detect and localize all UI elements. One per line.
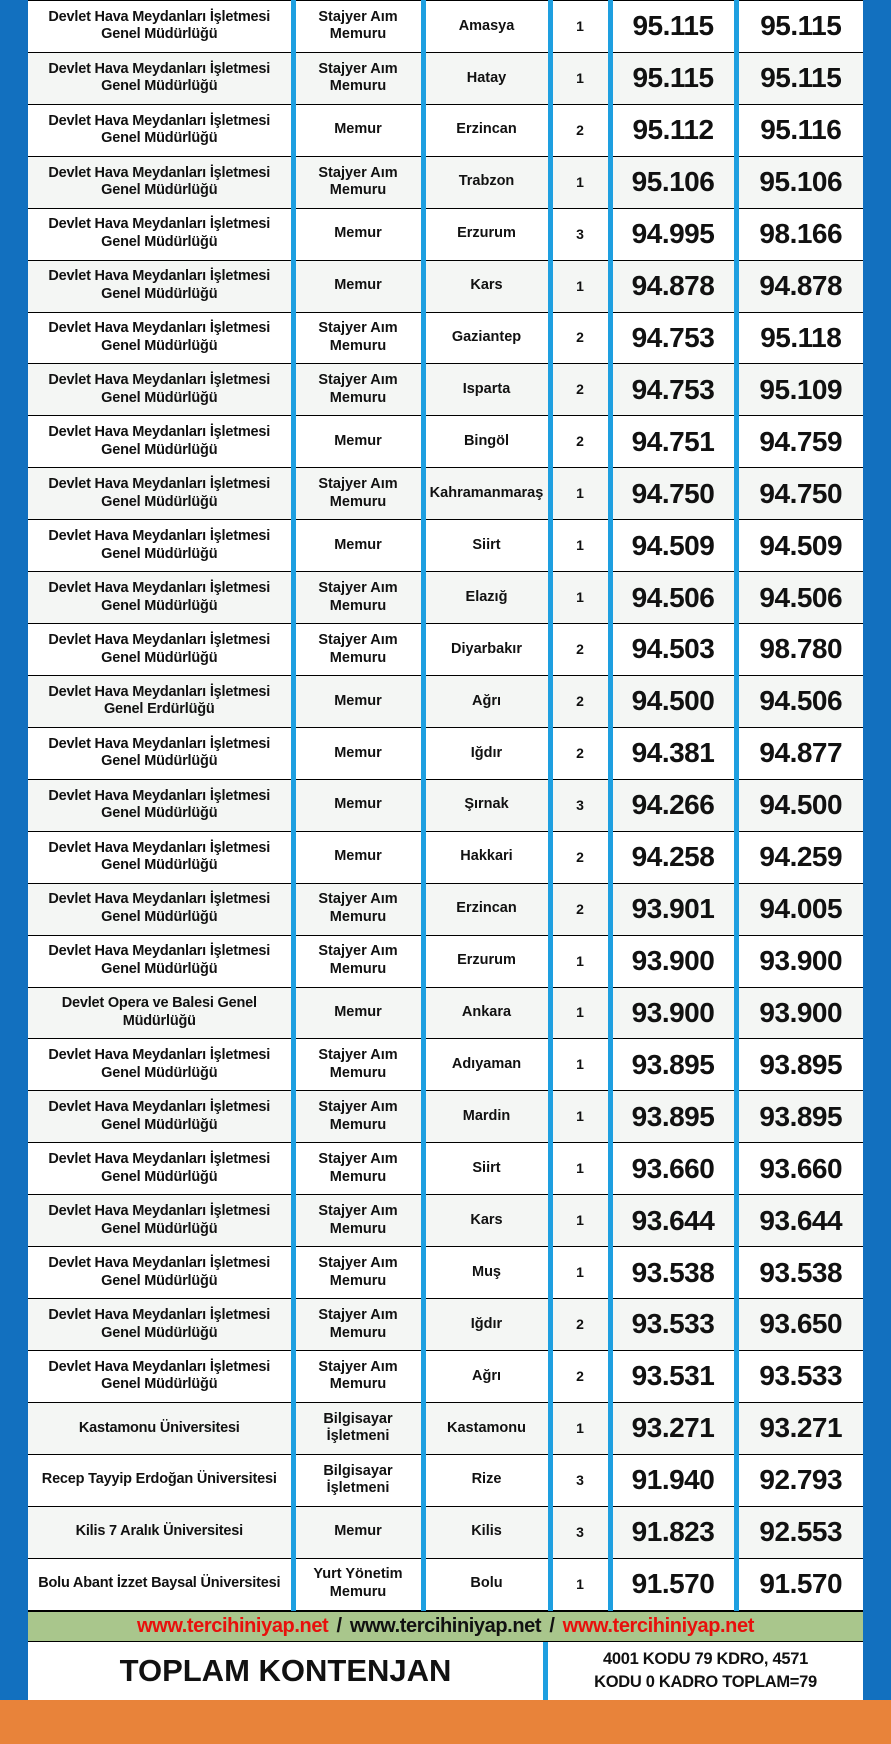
cell-unvan: Memur xyxy=(293,416,423,468)
cell-kurum: Devlet Hava Meydanları İşletmesi Genel Müdürlüğü xyxy=(28,468,293,520)
cell-taban: 95.109 xyxy=(736,364,863,416)
cell-tavan: 94.995 xyxy=(610,208,736,260)
cell-kontenjan: 1 xyxy=(550,1195,610,1247)
cell-kurum: Devlet Hava Meydanları İşletmesi Genel Müdürlüğü xyxy=(28,260,293,312)
cell-il: Rize xyxy=(423,1454,550,1506)
cell-il: Kars xyxy=(423,260,550,312)
table-row xyxy=(28,208,863,260)
cell-kontenjan: 1 xyxy=(550,1247,610,1299)
total-quota-value-cell xyxy=(548,1642,863,1700)
cell-kurum: Bolu Abant İzzet Baysal Üniversitesi xyxy=(28,1558,293,1610)
cell-il: Erzurum xyxy=(423,208,550,260)
cell-taban: 93.650 xyxy=(736,1299,863,1351)
cell-kurum: Devlet Hava Meydanları İşletmesi Genel Müdürlüğü xyxy=(28,883,293,935)
cell-taban: 94.877 xyxy=(736,727,863,779)
cell-taban: 95.118 xyxy=(736,312,863,364)
cell-unvan: Stajyer Aım Memuru xyxy=(293,312,423,364)
cell-kontenjan: 1 xyxy=(550,1558,610,1610)
cell-il: Şırnak xyxy=(423,779,550,831)
website-line xyxy=(137,1615,754,1638)
cell-kontenjan: 3 xyxy=(550,1454,610,1506)
cell-tavan: 93.900 xyxy=(610,935,736,987)
cell-kurum: Devlet Hava Meydanları İşletmesi Genel Müdürlüğü xyxy=(28,1143,293,1195)
table-row xyxy=(28,156,863,208)
cell-il: Muş xyxy=(423,1247,550,1299)
cell-kontenjan: 2 xyxy=(550,416,610,468)
cell-il: Trabzon xyxy=(423,156,550,208)
cell-kurum: Devlet Hava Meydanları İşletmesi Genel Müdürlüğü xyxy=(28,572,293,624)
cell-kurum: Devlet Hava Meydanları İşletmesi Genel Müdürlüğü xyxy=(28,520,293,572)
total-quota-line-1: 4001 KODU 79 KDRO, 4571 xyxy=(603,1650,808,1669)
table-row xyxy=(28,1195,863,1247)
cell-kurum: Devlet Hava Meydanları İşletmesi Genel Müdürlüğü xyxy=(28,779,293,831)
cell-kurum: Devlet Hava Meydanları İşletmesi Genel Müdürlüğü xyxy=(28,52,293,104)
cell-unvan: Stajyer Aım Memuru xyxy=(293,1039,423,1091)
cell-unvan: Memur xyxy=(293,779,423,831)
cell-tavan: 93.895 xyxy=(610,1091,736,1143)
cell-tavan: 91.940 xyxy=(610,1454,736,1506)
cell-unvan: Bilgisayar İşletmeni xyxy=(293,1454,423,1506)
cell-taban: 94.878 xyxy=(736,260,863,312)
cell-taban: 93.895 xyxy=(736,1091,863,1143)
cell-kurum: Devlet Hava Meydanları İşletmesi Genel Müdürlüğü xyxy=(28,208,293,260)
kontenjan-table xyxy=(28,0,863,1611)
cell-taban: 95.115 xyxy=(736,1,863,53)
cell-kontenjan: 3 xyxy=(550,208,610,260)
cell-kontenjan: 2 xyxy=(550,675,610,727)
cell-taban: 93.538 xyxy=(736,1247,863,1299)
cell-tavan: 93.901 xyxy=(610,883,736,935)
cell-unvan: Yurt Yönetim Memuru xyxy=(293,1558,423,1610)
website-banner xyxy=(28,1611,863,1642)
cell-taban: 93.644 xyxy=(736,1195,863,1247)
cell-unvan: Memur xyxy=(293,260,423,312)
cell-unvan: Bilgisayar İşletmeni xyxy=(293,1402,423,1454)
cell-kontenjan: 2 xyxy=(550,831,610,883)
cell-il: Siirt xyxy=(423,1143,550,1195)
cell-il: Ağrı xyxy=(423,1350,550,1402)
cell-kurum: Devlet Hava Meydanları İşletmesi Genel Müdürlüğü xyxy=(28,624,293,676)
cell-kontenjan: 2 xyxy=(550,312,610,364)
cell-il: Erzincan xyxy=(423,104,550,156)
cell-kontenjan: 1 xyxy=(550,1039,610,1091)
table-row xyxy=(28,364,863,416)
cell-tavan: 94.753 xyxy=(610,364,736,416)
cell-tavan: 91.823 xyxy=(610,1506,736,1558)
table-row xyxy=(28,1350,863,1402)
cell-kontenjan: 2 xyxy=(550,364,610,416)
cell-kontenjan: 1 xyxy=(550,1091,610,1143)
website-url[interactable]: www.tercihiniyap.net xyxy=(349,1614,542,1637)
table-row xyxy=(28,883,863,935)
cell-unvan: Stajyer Aım Memuru xyxy=(293,364,423,416)
cell-kurum: Devlet Hava Meydanları İşletmesi Genel Müdürlüğü xyxy=(28,1350,293,1402)
cell-tavan: 93.533 xyxy=(610,1299,736,1351)
cell-unvan: Stajyer Aım Memuru xyxy=(293,572,423,624)
table-row xyxy=(28,624,863,676)
cell-kontenjan: 1 xyxy=(550,1143,610,1195)
cell-il: Adıyaman xyxy=(423,1039,550,1091)
cell-tavan: 93.900 xyxy=(610,987,736,1039)
cell-unvan: Stajyer Aım Memuru xyxy=(293,883,423,935)
cell-tavan: 94.266 xyxy=(610,779,736,831)
url-separator: / xyxy=(549,1614,555,1637)
cell-unvan: Stajyer Aım Memuru xyxy=(293,1091,423,1143)
cell-il: Hatay xyxy=(423,52,550,104)
cell-taban: 94.750 xyxy=(736,468,863,520)
website-url[interactable]: www.tercihiniyap.net xyxy=(562,1614,754,1637)
cell-kontenjan: 1 xyxy=(550,52,610,104)
cell-kurum: Devlet Hava Meydanları İşletmesi Genel Müdürlüğü xyxy=(28,156,293,208)
total-quota-row xyxy=(28,1642,863,1701)
table-row xyxy=(28,779,863,831)
cell-il: Bingöl xyxy=(423,416,550,468)
cell-il: Mardin xyxy=(423,1091,550,1143)
cell-taban: 93.900 xyxy=(736,935,863,987)
cell-taban: 94.500 xyxy=(736,779,863,831)
cell-unvan: Stajyer Aım Memuru xyxy=(293,1247,423,1299)
table-row xyxy=(28,312,863,364)
cell-il: Erzurum xyxy=(423,935,550,987)
cell-kurum: Devlet Hava Meydanları İşletmesi Genel Müdürlüğü xyxy=(28,1,293,53)
cell-kurum: Devlet Hava Meydanları İşletmesi Genel Müdürlüğü xyxy=(28,831,293,883)
cell-taban: 95.106 xyxy=(736,156,863,208)
cell-il: Kilis xyxy=(423,1506,550,1558)
cell-il: Kastamonu xyxy=(423,1402,550,1454)
cell-il: Erzincan xyxy=(423,883,550,935)
cell-kontenjan: 2 xyxy=(550,104,610,156)
cell-tavan: 94.509 xyxy=(610,520,736,572)
cell-kurum: Devlet Hava Meydanları İşletmesi Genel Müdürlüğü xyxy=(28,364,293,416)
cell-taban: 91.570 xyxy=(736,1558,863,1610)
cell-unvan: Memur xyxy=(293,831,423,883)
cell-kurum: Devlet Hava Meydanları İşletmesi Genel Müdürlüğü xyxy=(28,1039,293,1091)
cell-taban: 98.780 xyxy=(736,624,863,676)
cell-kurum: Devlet Hava Meydanları İşletmesi Genel Müdürlüğü xyxy=(28,1195,293,1247)
cell-unvan: Stajyer Aım Memuru xyxy=(293,52,423,104)
cell-il: Iğdır xyxy=(423,727,550,779)
cell-taban: 94.005 xyxy=(736,883,863,935)
cell-kontenjan: 1 xyxy=(550,468,610,520)
cell-taban: 94.509 xyxy=(736,520,863,572)
cell-il: Isparta xyxy=(423,364,550,416)
cell-kontenjan: 1 xyxy=(550,156,610,208)
table-row xyxy=(28,1506,863,1558)
table-row xyxy=(28,1247,863,1299)
table-row xyxy=(28,52,863,104)
cell-taban: 93.900 xyxy=(736,987,863,1039)
table-row xyxy=(28,1454,863,1506)
cell-kurum: Devlet Hava Meydanları İşletmesi Genel Müdürlüğü xyxy=(28,1091,293,1143)
right-blue-rail xyxy=(863,0,891,1700)
cell-taban: 95.116 xyxy=(736,104,863,156)
cell-il: Hakkari xyxy=(423,831,550,883)
cell-kontenjan: 1 xyxy=(550,1,610,53)
table-row xyxy=(28,104,863,156)
cell-kontenjan: 2 xyxy=(550,1350,610,1402)
cell-taban: 93.533 xyxy=(736,1350,863,1402)
cell-unvan: Stajyer Aım Memuru xyxy=(293,1,423,53)
cell-tavan: 94.258 xyxy=(610,831,736,883)
cell-taban: 92.793 xyxy=(736,1454,863,1506)
cell-unvan: Stajyer Aım Memuru xyxy=(293,1350,423,1402)
table-row xyxy=(28,987,863,1039)
cell-unvan: Stajyer Aım Memuru xyxy=(293,468,423,520)
cell-tavan: 94.878 xyxy=(610,260,736,312)
table-row xyxy=(28,416,863,468)
cell-taban: 93.271 xyxy=(736,1402,863,1454)
website-url[interactable]: www.tercihiniyap.net xyxy=(137,1614,329,1637)
cell-tavan: 94.506 xyxy=(610,572,736,624)
cell-taban: 92.553 xyxy=(736,1506,863,1558)
cell-unvan: Memur xyxy=(293,987,423,1039)
cell-il: Elazığ xyxy=(423,572,550,624)
cell-tavan: 95.112 xyxy=(610,104,736,156)
cell-il: Diyarbakır xyxy=(423,624,550,676)
cell-unvan: Stajyer Aım Memuru xyxy=(293,935,423,987)
cell-tavan: 94.753 xyxy=(610,312,736,364)
cell-taban: 98.166 xyxy=(736,208,863,260)
left-blue-rail xyxy=(0,0,28,1700)
cell-taban: 93.660 xyxy=(736,1143,863,1195)
cell-kontenjan: 1 xyxy=(550,520,610,572)
cell-taban: 94.506 xyxy=(736,675,863,727)
cell-tavan: 94.381 xyxy=(610,727,736,779)
table-row xyxy=(28,1558,863,1610)
cell-tavan: 94.500 xyxy=(610,675,736,727)
cell-kurum: Devlet Hava Meydanları İşletmesi Genel Müdürlüğü xyxy=(28,1247,293,1299)
cell-unvan: Stajyer Aım Memuru xyxy=(293,1299,423,1351)
cell-tavan: 93.895 xyxy=(610,1039,736,1091)
cell-taban: 95.115 xyxy=(736,52,863,104)
cell-kurum: Devlet Hava Meydanları İşletmesi Genel Müdürlüğü xyxy=(28,312,293,364)
cell-unvan: Memur xyxy=(293,727,423,779)
cell-kurum: Recep Tayyip Erdoğan Üniversitesi xyxy=(28,1454,293,1506)
cell-tavan: 94.750 xyxy=(610,468,736,520)
cell-il: Bolu xyxy=(423,1558,550,1610)
table-row xyxy=(28,831,863,883)
cell-kurum: Devlet Hava Meydanları İşletmesi Genel Müdürlüğü xyxy=(28,935,293,987)
table-row xyxy=(28,1299,863,1351)
cell-taban: 93.895 xyxy=(736,1039,863,1091)
cell-kurum: Kilis 7 Aralık Üniversitesi xyxy=(28,1506,293,1558)
cell-tavan: 93.538 xyxy=(610,1247,736,1299)
url-separator: / xyxy=(336,1614,342,1637)
table-row xyxy=(28,1039,863,1091)
cell-kontenjan: 2 xyxy=(550,1299,610,1351)
table-row xyxy=(28,1091,863,1143)
table-row xyxy=(28,520,863,572)
cell-unvan: Memur xyxy=(293,1506,423,1558)
cell-il: Ankara xyxy=(423,987,550,1039)
table-row xyxy=(28,675,863,727)
cell-kontenjan: 1 xyxy=(550,260,610,312)
cell-il: Iğdır xyxy=(423,1299,550,1351)
cell-unvan: Stajyer Aım Memuru xyxy=(293,624,423,676)
table-row xyxy=(28,1,863,53)
cell-kontenjan: 1 xyxy=(550,1402,610,1454)
table-row xyxy=(28,572,863,624)
cell-unvan: Stajyer Aım Memuru xyxy=(293,1195,423,1247)
cell-unvan: Stajyer Aım Memuru xyxy=(293,1143,423,1195)
total-quota-line-2: KODU 0 KADRO TOPLAM=79 xyxy=(594,1672,817,1691)
cell-taban: 94.259 xyxy=(736,831,863,883)
total-quota-label-cell xyxy=(28,1642,548,1700)
cell-kurum: Devlet Hava Meydanları İşletmesi Genel Müdürlüğü xyxy=(28,1299,293,1351)
cell-kontenjan: 1 xyxy=(550,935,610,987)
cell-kontenjan: 2 xyxy=(550,624,610,676)
cell-tavan: 95.106 xyxy=(610,156,736,208)
bottom-orange-strip xyxy=(0,1700,891,1744)
cell-unvan: Memur xyxy=(293,675,423,727)
cell-il: Kars xyxy=(423,1195,550,1247)
cell-il: Siirt xyxy=(423,520,550,572)
cell-kurum: Devlet Hava Meydanları İşletmesi Genel Müdürlüğü xyxy=(28,416,293,468)
cell-kontenjan: 2 xyxy=(550,883,610,935)
cell-unvan: Memur xyxy=(293,208,423,260)
cell-kurum: Devlet Hava Meydanları İşletmesi Genel Erdürlüğü xyxy=(28,675,293,727)
cell-kurum: Devlet Opera ve Balesi Genel Müdürlüğü xyxy=(28,987,293,1039)
table-container xyxy=(28,0,863,1700)
cell-tavan: 94.503 xyxy=(610,624,736,676)
cell-taban: 94.759 xyxy=(736,416,863,468)
cell-kontenjan: 3 xyxy=(550,1506,610,1558)
cell-il: Gaziantep xyxy=(423,312,550,364)
cell-kurum: Devlet Hava Meydanları İşletmesi Genel Müdürlüğü xyxy=(28,104,293,156)
cell-kurum: Devlet Hava Meydanları İşletmesi Genel Müdürlüğü xyxy=(28,727,293,779)
cell-tavan: 93.271 xyxy=(610,1402,736,1454)
cell-tavan: 93.660 xyxy=(610,1143,736,1195)
table-row xyxy=(28,1143,863,1195)
table-row xyxy=(28,468,863,520)
cell-kontenjan: 2 xyxy=(550,727,610,779)
cell-tavan: 95.115 xyxy=(610,52,736,104)
cell-kurum: Kastamonu Üniversitesi xyxy=(28,1402,293,1454)
cell-kontenjan: 1 xyxy=(550,572,610,624)
total-quota-label: TOPLAM KONTENJAN xyxy=(119,1652,452,1688)
table-row xyxy=(28,1402,863,1454)
cell-il: Amasya xyxy=(423,1,550,53)
cell-taban: 94.506 xyxy=(736,572,863,624)
cell-unvan: Memur xyxy=(293,104,423,156)
cell-kontenjan: 3 xyxy=(550,779,610,831)
cell-tavan: 94.751 xyxy=(610,416,736,468)
table-row xyxy=(28,260,863,312)
cell-unvan: Stajyer Aım Memuru xyxy=(293,156,423,208)
table-row xyxy=(28,727,863,779)
table-body xyxy=(28,1,863,1611)
cell-tavan: 93.644 xyxy=(610,1195,736,1247)
cell-kontenjan: 1 xyxy=(550,987,610,1039)
cell-tavan: 91.570 xyxy=(610,1558,736,1610)
cell-il: Kahramanmaraş xyxy=(423,468,550,520)
cell-tavan: 93.531 xyxy=(610,1350,736,1402)
table-row xyxy=(28,935,863,987)
cell-tavan: 95.115 xyxy=(610,1,736,53)
cell-unvan: Memur xyxy=(293,520,423,572)
cell-il: Ağrı xyxy=(423,675,550,727)
